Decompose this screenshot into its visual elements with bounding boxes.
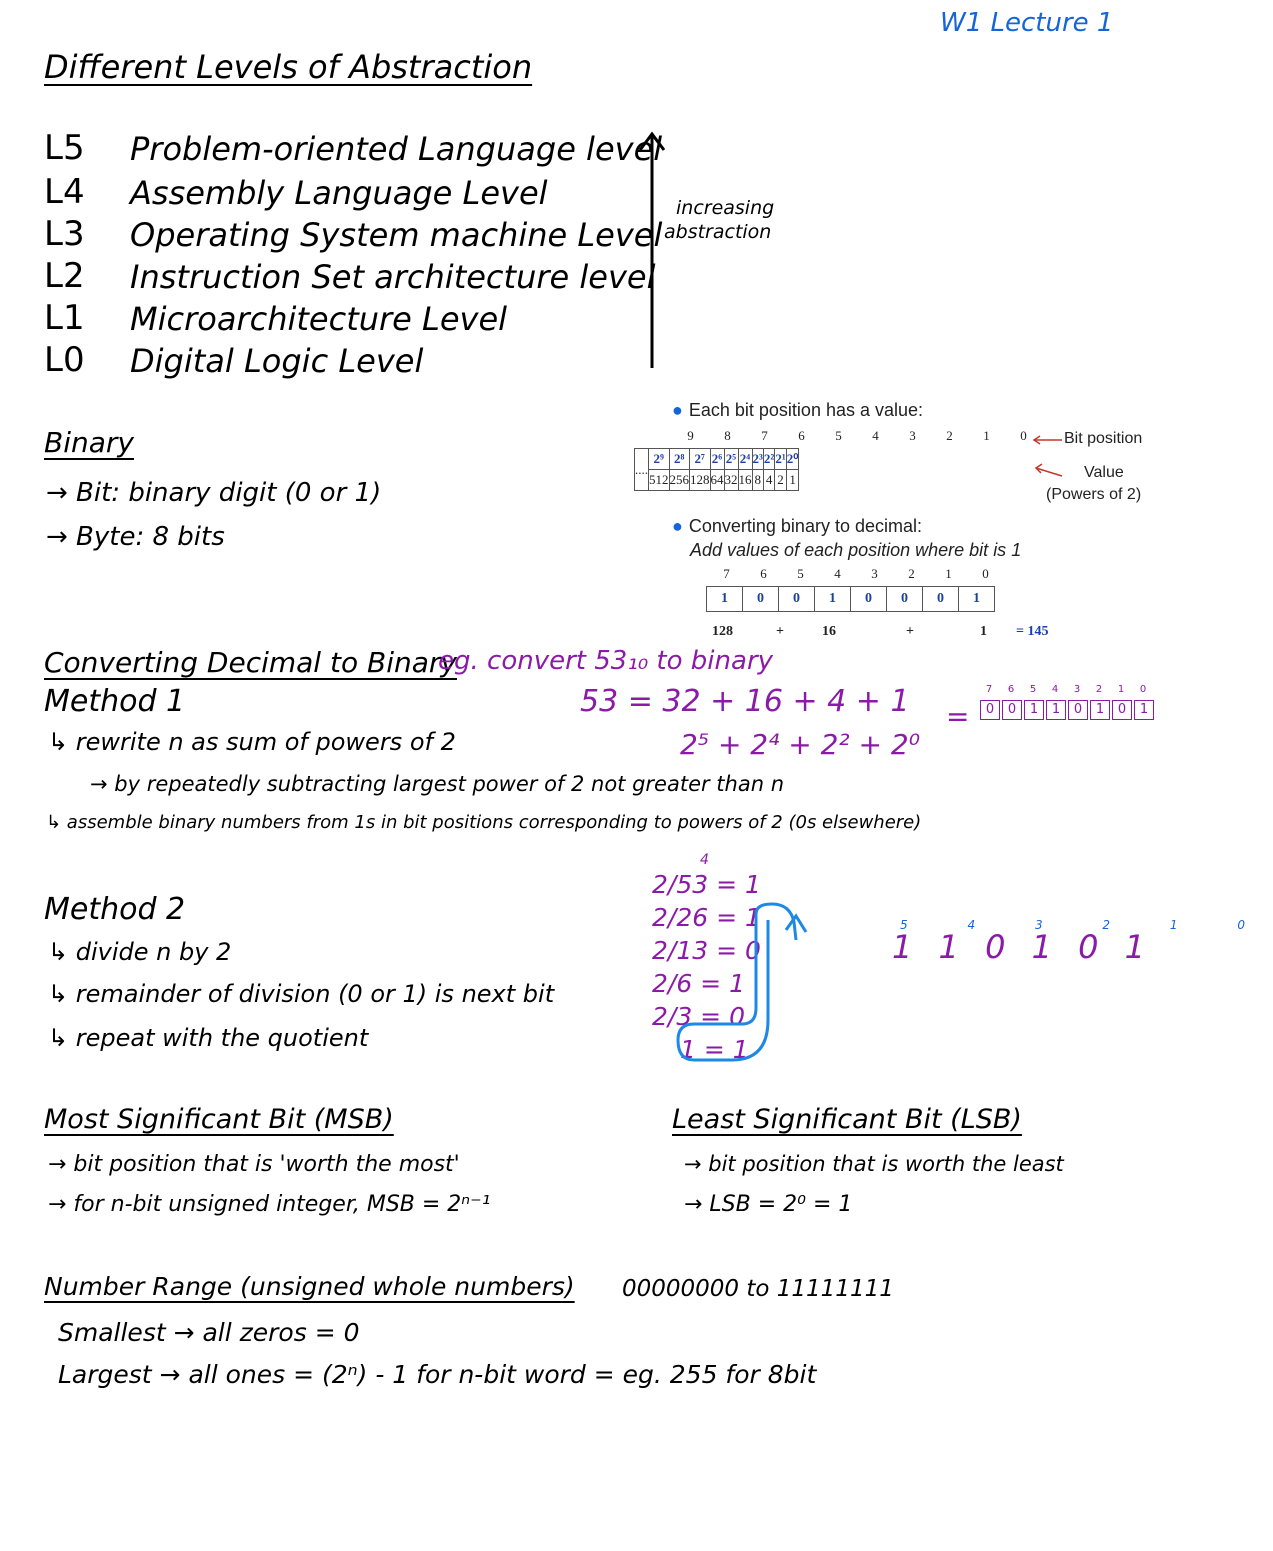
method1-line: → by repeatedly subtracting largest power of 2 not greater than n [90, 772, 785, 796]
bit-position: 8 [724, 428, 731, 443]
result-bit: 1 [1134, 700, 1154, 720]
bit-position-label: Bit position [1064, 430, 1143, 447]
level-id: L4 [44, 172, 85, 212]
level-id: L1 [44, 298, 85, 338]
result-bit: 0 [980, 700, 1000, 720]
page-title: Different Levels of Abstraction [44, 48, 533, 86]
table-cell: 256 [669, 470, 690, 491]
division-row: 1 = 1 [680, 1035, 749, 1064]
msb-line: → for n-bit unsigned integer, MSB = 2ⁿ⁻¹ [48, 1192, 491, 1217]
convert-position-row [708, 566, 1004, 582]
table-cell: 2² [763, 449, 774, 470]
level-id: L2 [44, 256, 85, 296]
table-cell: 2⁰ [786, 449, 799, 470]
result-position: 3 [1073, 684, 1081, 695]
arrow-label-line: abstraction [664, 221, 772, 243]
converting-heading: Converting Decimal to Binary [44, 646, 457, 679]
level-text: Microarchitecture Level [130, 300, 508, 338]
table-cell: .... [635, 449, 649, 491]
table-cell: 1 [815, 587, 851, 612]
result-position: 1 [1117, 684, 1125, 695]
reading-order-arrow-icon [672, 900, 822, 1070]
division-small-note: 4 [700, 852, 709, 868]
method1-line: ↳ assemble binary numbers from 1s in bit positions corresponding to powers of 2 (0s elsewhere) [46, 812, 922, 833]
bit-position: 7 [761, 428, 768, 443]
table-cell: 0 [887, 587, 923, 612]
bit-position: 3 [871, 566, 878, 581]
level-id: L3 [44, 214, 85, 254]
result-position: 3 [1034, 918, 1071, 932]
level-text: Assembly Language Level [130, 174, 548, 212]
bit-position: 2 [908, 566, 915, 581]
lsb-line: → bit position that is worth the least [684, 1152, 1064, 1176]
level-row [44, 128, 663, 168]
table-cell: 4 [763, 470, 774, 491]
value-label-sub: (Powers of 2) [1046, 486, 1142, 503]
division-row: 2/6 = 1 [652, 969, 745, 998]
bit-position-row [672, 428, 1042, 444]
result-position: 0 [1139, 684, 1147, 695]
level-row [44, 298, 508, 338]
range-line: Smallest → all zeros = 0 [58, 1318, 360, 1347]
division-row: 2/53 = 1 [652, 870, 761, 899]
result-position: 2 [1102, 918, 1139, 932]
result-bit: 0 [1112, 700, 1132, 720]
table-cell: 1 [707, 587, 743, 612]
bit-position: 9 [687, 428, 694, 443]
table-cell: 0 [851, 587, 887, 612]
level-id: L5 [44, 128, 85, 168]
arrow-label-line: increasing [676, 197, 775, 219]
sum-line: 53 = 32 + 16 + 4 + 1 [580, 684, 910, 719]
result-position: 4 [1051, 684, 1059, 695]
table-cell: 2⁷ [690, 449, 711, 470]
bit-label-arrows-icon [1030, 432, 1066, 484]
result-position: 5 [900, 918, 936, 932]
corner-tag: W1 Lecture 1 [940, 8, 1114, 38]
table-cell: 2⁶ [710, 449, 724, 470]
bit-position: 6 [760, 566, 767, 581]
result-equals: = [946, 700, 970, 733]
bit-position: 7 [723, 566, 730, 581]
table-cell: 0 [743, 587, 779, 612]
table-cell: 2⁴ [738, 449, 752, 470]
result-bit: 0 [1002, 700, 1022, 720]
bit-diagram-bullet: ● Each bit position has a value: [672, 400, 923, 421]
sum-term: 128 [712, 624, 733, 639]
level-text: Problem-oriented Language level [130, 130, 663, 168]
table-cell: 2⁵ [724, 449, 738, 470]
method2-heading: Method 2 [44, 892, 186, 927]
method2-line: ↳ repeat with the quotient [48, 1024, 369, 1052]
binary-line: → Bit: binary digit (0 or 1) [46, 478, 382, 508]
table-cell: 2⁸ [669, 449, 690, 470]
result-position: 5 [1029, 684, 1037, 695]
convert-diagram-subtitle: Add values of each position where bit is 1 [690, 540, 1022, 560]
lsb-heading: Least Significant Bit (LSB) [672, 1104, 1022, 1135]
bit-position: 1 [945, 566, 952, 581]
level-row [44, 214, 663, 254]
result-position: 6 [1007, 684, 1015, 695]
lsb-line: → LSB = 2⁰ = 1 [684, 1192, 853, 1217]
table-cell: 128 [690, 470, 711, 491]
result-position: 1 [1169, 918, 1206, 932]
bit-position: 0 [982, 566, 989, 581]
bit-position: 0 [1020, 428, 1027, 443]
table-cell: 2 [775, 470, 786, 491]
bit-position: 3 [909, 428, 916, 443]
level-row [44, 340, 424, 380]
level-text: Digital Logic Level [130, 342, 424, 380]
level-id: L0 [44, 340, 85, 380]
table-cell: 2⁹ [649, 449, 670, 470]
sum-term: + [906, 624, 914, 639]
result-bit: 0 [1068, 700, 1088, 720]
result-bits [980, 700, 1156, 720]
result-positions [978, 684, 1154, 695]
sum-term: + [776, 624, 784, 639]
converting-example: eg. convert 53₁₀ to binary [438, 646, 774, 676]
range-line: Largest → all ones = (2ⁿ) - 1 for n-bit word = eg. 255 for 8bit [58, 1360, 817, 1389]
range-heading: Number Range (unsigned whole numbers) [44, 1272, 575, 1301]
bit-position: 5 [797, 566, 804, 581]
result-position: 2 [1095, 684, 1103, 695]
table-cell: 0 [923, 587, 959, 612]
bit-position: 4 [834, 566, 841, 581]
division-row: 2/13 = 0 [652, 936, 761, 965]
result-position: 4 [967, 918, 1004, 932]
method1-line: ↳ rewrite n as sum of powers of 2 [48, 728, 456, 756]
bit-value-table [634, 448, 799, 491]
table-cell: 512 [649, 470, 670, 491]
sum-term: = 145 [1016, 624, 1049, 639]
result-bit: 1 [1090, 700, 1110, 720]
method1-heading: Method 1 [44, 684, 186, 719]
bit-position: 4 [872, 428, 879, 443]
arrow-label [664, 196, 775, 244]
table-cell: 64 [710, 470, 724, 491]
table-cell: 2³ [752, 449, 763, 470]
result-bit: 1 [1046, 700, 1066, 720]
table-cell: 32 [724, 470, 738, 491]
powers-line: 2⁵ + 2⁴ + 2² + 2⁰ [680, 728, 920, 761]
table-cell: 2¹ [775, 449, 786, 470]
division-row: 2/3 = 0 [652, 1002, 745, 1031]
convert-diagram-bullet: ● Converting binary to decimal: [672, 516, 922, 537]
bit-position: 2 [946, 428, 953, 443]
result-bit: 1 [1024, 700, 1044, 720]
bit-position: 1 [983, 428, 990, 443]
table-cell: 16 [738, 470, 752, 491]
result-position: 0 [1237, 918, 1273, 932]
table-cell: 1 [786, 470, 799, 491]
method2-result: 1 1 0 1 0 1 [892, 928, 1154, 966]
level-text: Operating System machine Level [130, 216, 663, 254]
level-row [44, 256, 656, 296]
table-cell: 0 [779, 587, 815, 612]
msb-line: → bit position that is 'worth the most' [48, 1152, 460, 1177]
msb-heading: Most Significant Bit (MSB) [44, 1104, 394, 1135]
level-row [44, 172, 548, 212]
binary-line: → Byte: 8 bits [46, 522, 225, 552]
binary-heading: Binary [44, 426, 134, 459]
level-text: Instruction Set architecture level [130, 258, 656, 296]
value-label: Value [1084, 464, 1124, 481]
abstraction-arrow-icon [636, 128, 670, 372]
convert-bit-table [706, 586, 995, 612]
result-position: 7 [985, 684, 993, 695]
bit-position: 6 [798, 428, 805, 443]
division-row: 2/26 = 1 [652, 903, 761, 932]
method2-line: ↳ remainder of division (0 or 1) is next bit [48, 980, 555, 1008]
method2-line: ↳ divide n by 2 [48, 938, 232, 966]
range-span: 00000000 to 11111111 [622, 1276, 894, 1302]
table-cell: 1 [959, 587, 995, 612]
bit-position: 5 [835, 428, 842, 443]
table-cell: 8 [752, 470, 763, 491]
sum-term: 1 [980, 624, 987, 639]
sum-term: 16 [822, 624, 836, 639]
